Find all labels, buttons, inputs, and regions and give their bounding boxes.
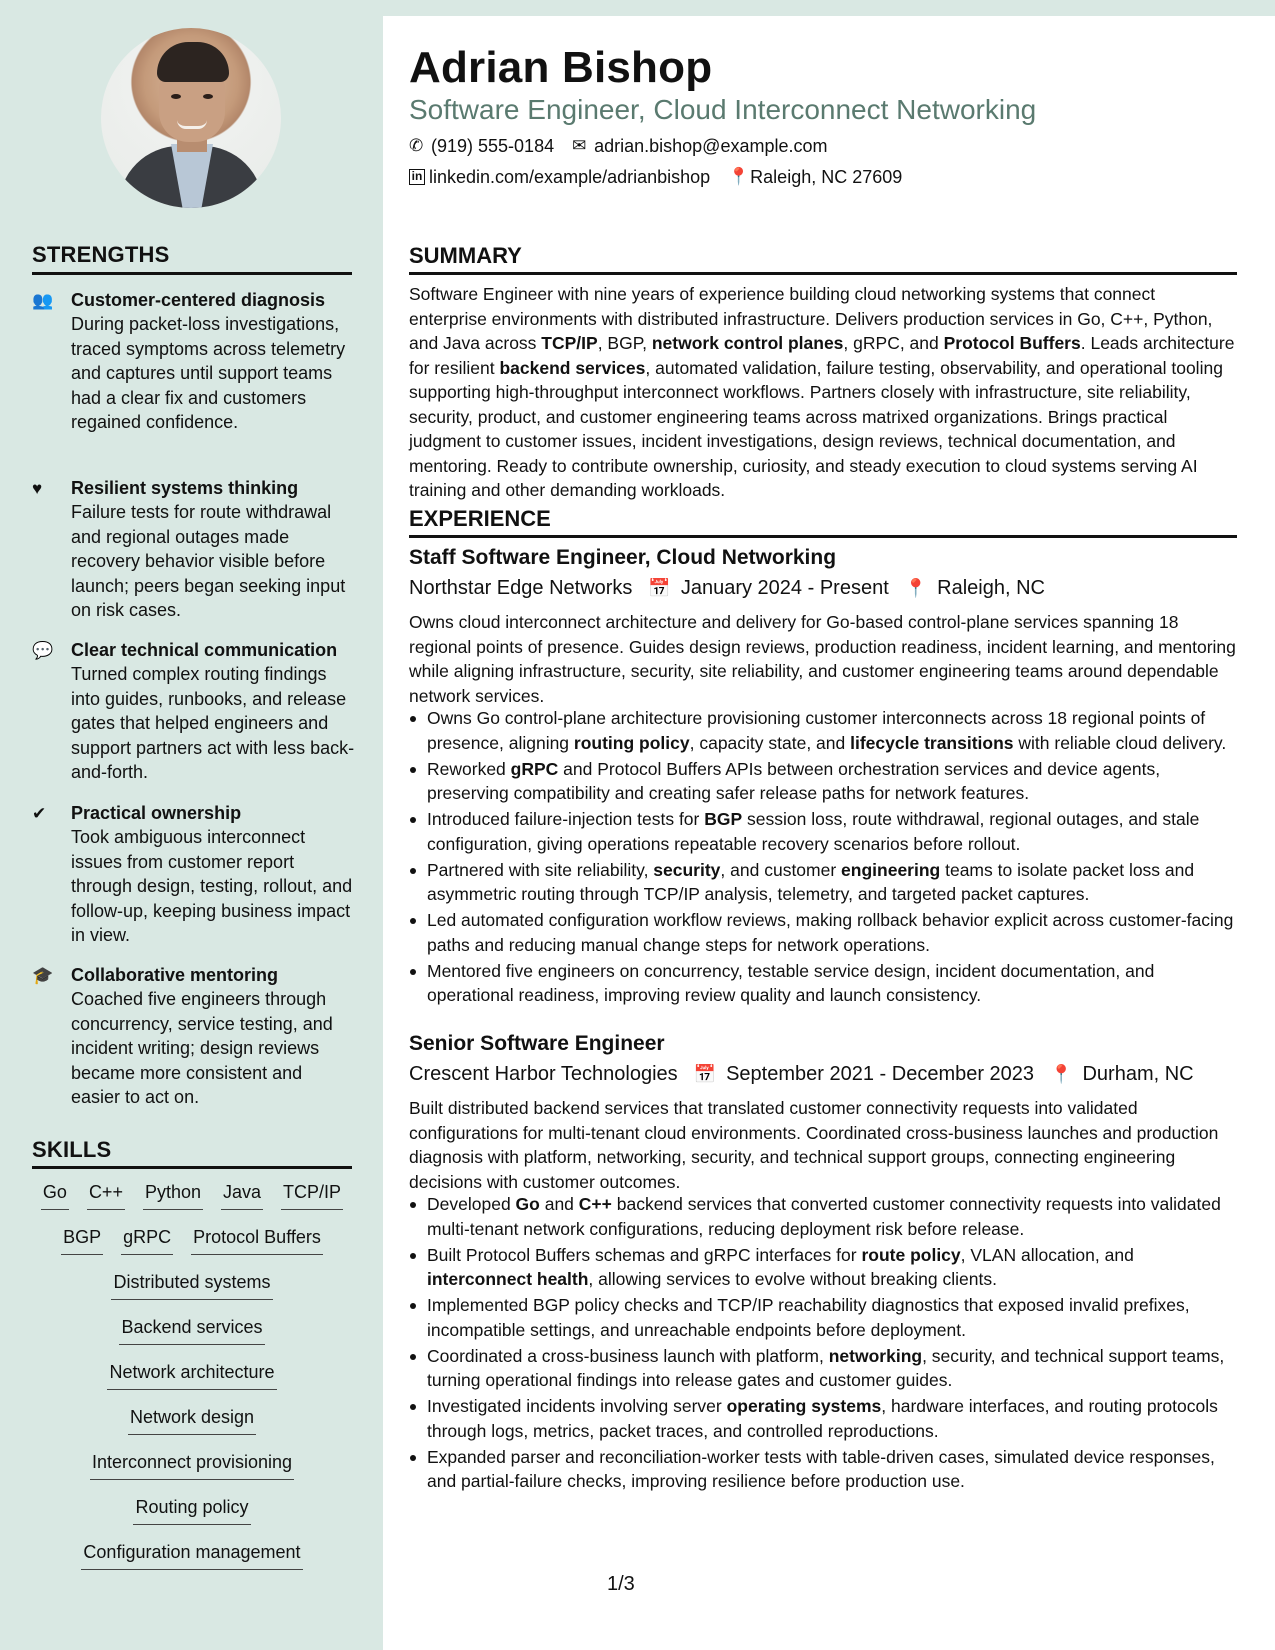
strength-title: Collaborative mentoring: [71, 965, 279, 985]
job-location: Raleigh, NC: [937, 577, 1045, 599]
job-dates: January 2024 - Present: [680, 577, 889, 599]
map-marker-icon: 📍: [904, 578, 928, 598]
skills-list: [32, 1180, 352, 1585]
job-bullets: [409, 1192, 1237, 1495]
strength-title: Practical ownership: [71, 803, 242, 823]
graduation-cap-icon: 🎓: [32, 966, 54, 985]
main-content: [383, 16, 1275, 1650]
bullet-item: Coordinated a cross-business launch with platform, networking, security, and technical support teams, turning operational findings into release gates and customer guides.: [409, 1344, 1237, 1393]
email-link[interactable]: adrian.bishop@example.com: [594, 136, 828, 156]
strength-title: Clear technical communication: [71, 640, 338, 660]
bullet-item: Partnered with site reliability, security, and customer engineering teams to isolate packet loss and asymmetric routing through TCP/IP analysis, telemetry, and targeted packet captures.: [409, 858, 1237, 907]
experience-divider: [409, 535, 1237, 538]
bullet-item: Built Protocol Buffers schemas and gRPC interfaces for route policy, VLAN allocation, and interconnect health, allowing services to evolve without breaking clients.: [409, 1243, 1237, 1292]
summary-divider: [409, 272, 1237, 275]
bullet-item: Expanded parser and reconciliation-worker tests with table-driven cases, simulated device responses, and partial-failure checks, improving resilience before production use.: [409, 1445, 1237, 1494]
phone-text: (919) 555-0184: [431, 136, 555, 156]
strength-desc: Took ambiguous interconnect issues from customer report through design, testing, rollout, and follow-up, keeping business impact in view.: [71, 827, 353, 945]
skill-tag: Distributed systems: [111, 1270, 272, 1300]
skills-title: SKILLS: [32, 1137, 112, 1162]
map-marker-icon: 📍: [1050, 1064, 1073, 1084]
job-title: Senior Software Engineer: [409, 1032, 665, 1055]
check-icon: ✔: [32, 804, 47, 823]
skill-tag: Java: [221, 1180, 263, 1210]
skills-divider: [32, 1166, 352, 1169]
sidebar: [0, 0, 383, 1650]
comments-icon: 💬: [32, 641, 54, 660]
location-item: [728, 165, 902, 189]
skill-tag: Backend services: [119, 1315, 264, 1345]
envelope-icon: ✉: [572, 136, 587, 155]
job-meta: [409, 1060, 1208, 1088]
calendar-icon: 📅: [693, 1064, 717, 1084]
page-number: 1/3: [607, 1573, 635, 1595]
job-dates: September 2021 - December 2023: [726, 1063, 1035, 1085]
job-bullets: [409, 706, 1237, 1009]
email-item[interactable]: [572, 134, 827, 158]
strength-title: Resilient systems thinking: [71, 478, 299, 498]
bullet-item: Introduced failure-injection tests for BGP session loss, route withdrawal, regional outages, and stale configuration, giving operations repeatable recovery scenarios before rollout.: [409, 807, 1237, 856]
calendar-icon: 📅: [648, 578, 671, 598]
summary-title: SUMMARY: [409, 243, 522, 268]
location-text: Raleigh, NC 27609: [750, 167, 903, 187]
bullet-item: Mentored five engineers on concurrency, testable service design, incident documentation, and operational readiness, improving review quality and launch consistency.: [409, 959, 1237, 1008]
skill-tag: Python: [143, 1180, 203, 1210]
bullet-item: Led automated configuration workflow reviews, making rollback behavior explicit across customer-facing paths and reducing manual change steps for network operations.: [409, 908, 1237, 957]
company: Crescent Harbor Technologies: [409, 1063, 678, 1085]
heart-icon: ♥: [32, 479, 43, 498]
linkedin-item[interactable]: [409, 165, 710, 189]
skill-tag: Routing policy: [133, 1495, 250, 1525]
skill-tag: C++: [87, 1180, 125, 1210]
avatar: [101, 28, 281, 208]
job-summary: Owns cloud interconnect architecture and delivery for Go-based control-plane services spanning 18 regional points of presence. Guides design reviews, production readiness, incident learning, and mentoring while aligning infrastructure, security, site reliability, and customer engineering teams around dependable network services.: [409, 612, 1236, 706]
skill-tag: TCP/IP: [281, 1180, 343, 1210]
contact-row: [409, 165, 920, 189]
job-title: Staff Software Engineer, Cloud Networking: [409, 546, 837, 569]
bullet-item: Investigated incidents involving server operating systems, hardware interfaces, and routing protocols through logs, metrics, packet traces, and controlled reproductions.: [409, 1394, 1237, 1443]
skill-tag: Protocol Buffers: [191, 1225, 323, 1255]
strengths-divider: [32, 272, 352, 275]
skill-tag: Interconnect provisioning: [90, 1450, 294, 1480]
map-marker-icon: 📍: [728, 167, 750, 186]
phone-item: [409, 134, 554, 158]
linkedin-link[interactable]: linkedin.com/example/adrianbishop: [429, 167, 711, 187]
skill-tag: Network design: [128, 1405, 256, 1435]
job-meta: [409, 574, 1059, 602]
experience-title: EXPERIENCE: [409, 506, 551, 531]
users-icon: 👥: [32, 291, 54, 310]
company: Northstar Edge Networks: [409, 577, 633, 599]
summary-text: Software Engineer with nine years of experience building cloud networking systems that connect enterprise environments with distributed infrastructure. Delivers production services in Go, C++, Python, and Java across TCP/IP, BGP, network control planes, gRPC, and Protocol Buffers. Leads architecture for resilient backend services, automated validation, failure testing, observability, and operational tooling supporting high-throughput interconnect workflows. Partners closely with infrastructure, site reliability, security, product, and customer engineering teams across matrixed organizations. Brings practical judgment to customer issues, incident investigations, design reviews, technical documentation, and mentoring. Ready to contribute ownership, curiosity, and steady execution to cloud systems serving AI training and other demanding workloads.: [409, 284, 1235, 500]
linkedin-icon: in: [409, 169, 425, 185]
job-summary: Built distributed backend services that translated customer connectivity requests into validated configurations for multi-tenant cloud environments. Coordinated cross-business launches and production diagnosis with platform, networking, security, and technical support groups, connecting engineering decisions with customer outcomes.: [409, 1098, 1219, 1192]
bullet-item: Reworked gRPC and Protocol Buffers APIs between orchestration services and device agents, preserving compatibility and creating safer release paths for network features.: [409, 757, 1237, 806]
strength-desc: During packet-loss investigations, traced symptoms across telemetry and captures until support teams had a clear fix and customers regained confidence.: [71, 314, 346, 432]
candidate-role: Software Engineer, Cloud Interconnect Networking: [409, 94, 1037, 125]
strength-desc: Turned complex routing findings into guides, runbooks, and release gates that helped engineers and support partners act with less back-and-forth.: [71, 664, 355, 782]
strength-title: Customer-centered diagnosis: [71, 290, 326, 310]
skill-tag: gRPC: [121, 1225, 173, 1255]
skill-tag: BGP: [61, 1225, 103, 1255]
strength-desc: Failure tests for route withdrawal and regional outages made recovery behavior visible before launch; peers began seeking input on risk cases.: [71, 502, 346, 620]
job-location: Durham, NC: [1082, 1063, 1194, 1085]
skill-tag: Configuration management: [81, 1540, 302, 1570]
skill-tag: Go: [41, 1180, 69, 1210]
bullet-item: Owns Go control-plane architecture provisioning customer interconnects across 18 regional points of presence, aligning routing policy, capacity state, and lifecycle transitions with reliable cloud delivery.: [409, 706, 1237, 755]
contact-row: [409, 134, 846, 158]
phone-icon: ✆: [409, 136, 424, 155]
candidate-name: Adrian Bishop: [409, 43, 713, 92]
bullet-item: Implemented BGP policy checks and TCP/IP reachability diagnostics that exposed invalid prefixes, incompatible settings, and unreachable endpoints before deployment.: [409, 1293, 1237, 1342]
strength-desc: Coached five engineers through concurrency, service testing, and incident writing; design reviews became more consistent and easier to act on.: [71, 989, 333, 1107]
skill-tag: Network architecture: [107, 1360, 276, 1390]
strengths-title: STRENGTHS: [32, 242, 170, 267]
bullet-item: Developed Go and C++ backend services that converted customer connectivity requests into validated multi-tenant network configurations, reducing deployment risk before release.: [409, 1192, 1237, 1241]
